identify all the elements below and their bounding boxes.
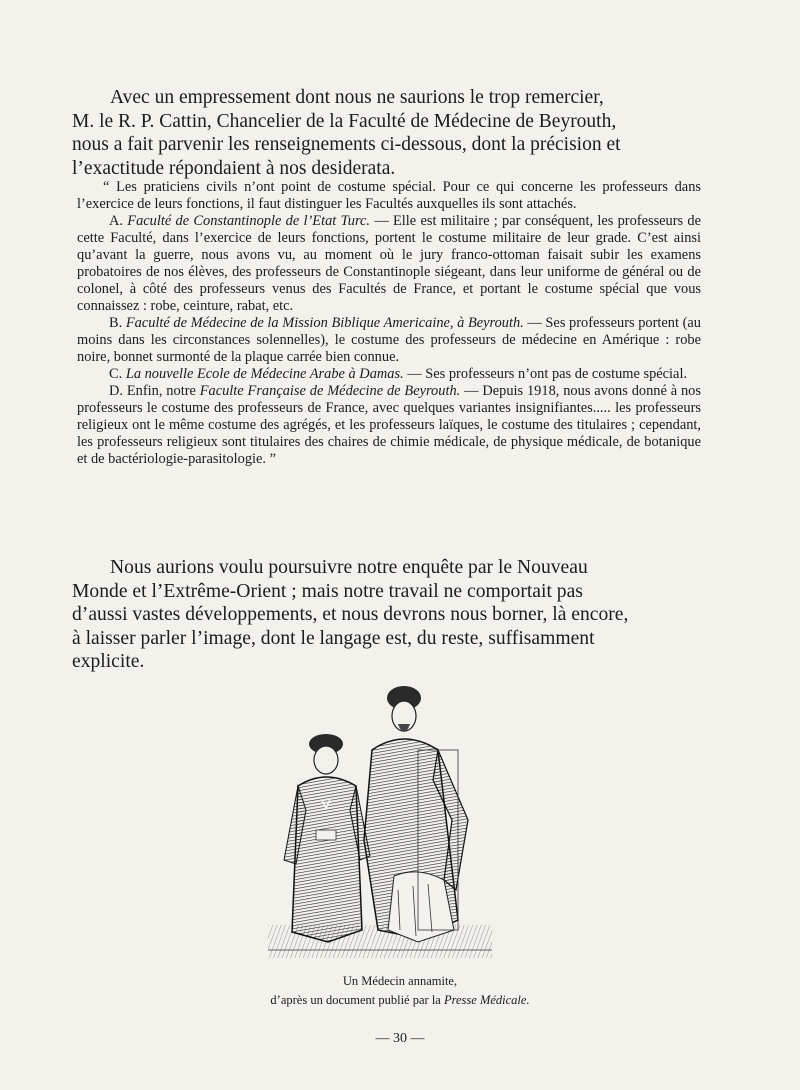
page-number: — 30 — — [375, 1031, 425, 1046]
conclusion-line-4: à laisser parler l’image, dont le langage est, du reste, suffisamment — [72, 627, 595, 649]
conclusion-line-1: Nous aurions voulu poursuivre notre enquête par le Nouveau — [110, 557, 588, 578]
conclusion-line-2: Monde et l’Extrême-Orient ; mais notre travail ne comportait pas — [72, 580, 583, 602]
quote-section-d: D. Enfin, notre Faculte Française de Médecine de Beyrouth. — Depuis 1918, nous avons donné à nos professeurs le costume des professeurs de France, avec quelques variantes insignifiantes..... les professeurs religieux ont le même costume des agrégés, et les professeurs laïques, le costume des titulaires ; cependant, les professeurs religieux sont titulaires des chaires de chimie médicale, de physique médicale, de botanique et de bactériologie-parasitologie. ” — [77, 383, 701, 467]
section-d-title: Faculte Française de Médecine de Beyrouth. — [199, 383, 461, 399]
section-c-title: La nouvelle Ecole de Médecine Arabe à Damas. — [125, 366, 404, 382]
caption-source: Presse Médicale. — [443, 993, 530, 1007]
intro-line-1: Avec un empressement dont nous ne saurions le trop remercier, — [110, 87, 604, 108]
intro-paragraph — [72, 86, 716, 180]
intro-line-4: l’exactitude répondaient à nos desiderata. — [72, 157, 396, 179]
figure-caption-line-1: Un Médecin annamite, — [342, 974, 458, 988]
section-a-title: Faculté de Constantinople de l’Etat Turc. — [127, 213, 371, 229]
child-figure — [284, 734, 370, 942]
annamite-doctor-illustration — [268, 680, 492, 958]
quote-section-c: C. La nouvelle Ecole de Médecine Arabe à Damas. — Ses professeurs n’ont pas de costume spécial. — [109, 366, 688, 382]
conclusion-line-5: explicite. — [72, 651, 145, 672]
conclusion-line-3: d’aussi vastes développements, et nous devrons nous borner, là encore, — [72, 604, 629, 625]
quote-section-b: B. Faculté de Médecine de la Mission Biblique Americaine, à Beyrouth. — Ses professeurs portent (au moins dans les circonstances solennelles), le costume des professeurs de médecine en Amérique : robe noire, bonnet surmonté de la plaque carrée bien connue. — [77, 315, 701, 365]
quoted-letter — [77, 179, 701, 468]
intro-line-3: nous a fait parvenir les renseignements ci-dessous, dont la précision et — [72, 134, 621, 155]
standing-man-figure — [364, 686, 468, 942]
quote-section-a: A. Faculté de Constantinople de l’Etat Turc. — Elle est militaire ; par conséquent, les professeurs de cette Faculté, dans l’exercice de leurs fonctions, portent le costume militaire de leur grade. C’est ainsi qu’avant la guerre, nous avons vu, au moment où le jury franco-ottoman faisait subir les examens probatoires de nos élèves, des professeurs de Constantinople siégeant, dans leur uniforme de général ou de colonel, à côté des professeurs venus des Facultés de France, et portant le costume spécial que vous connaissez : robe, ceinture, rabat, etc. — [77, 213, 702, 314]
conclusion-paragraph — [72, 556, 716, 674]
section-b-title: Faculté de Médecine de la Mission Biblique Americaine, à Beyrouth. — [125, 315, 524, 331]
figure-caption-line-2: d’après un document publié par la Presse Médicale. — [270, 993, 530, 1007]
intro-line-2: M. le R. P. Cattin, Chancelier de la Faculté de Médecine de Beyrouth, — [72, 110, 617, 132]
quote-opening: “ Les praticiens civils n’ont point de costume spécial. Pour ce qui concerne les professeurs dans l’exercice de leurs fonctions, il faut distinguer les Facultés auxquelles ils sont attachés. — [77, 179, 701, 212]
